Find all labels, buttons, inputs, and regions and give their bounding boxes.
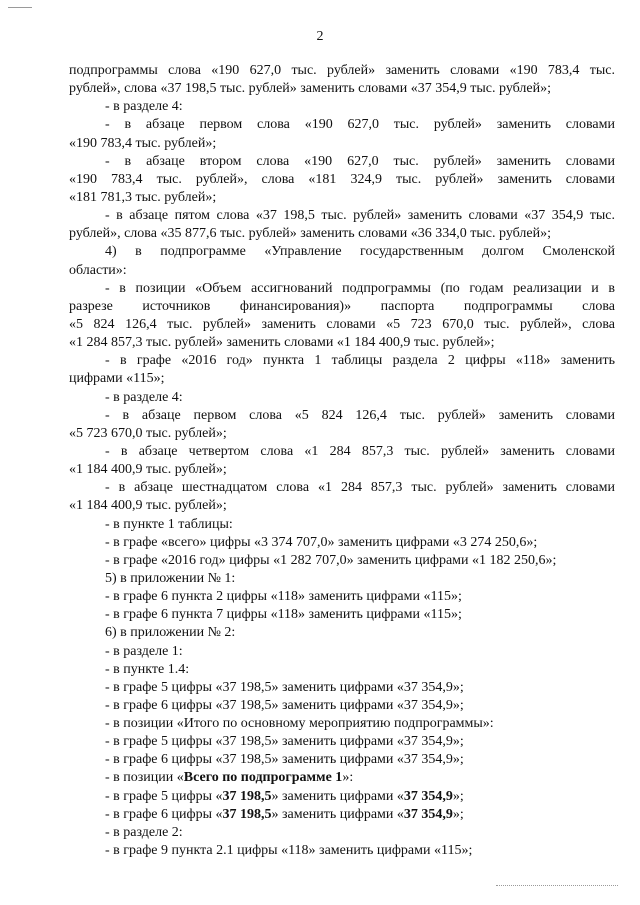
bold-text: 37 354,9: [403, 788, 453, 804]
text-segment: »:: [342, 770, 354, 786]
text-line: - в пункте 1.4:: [105, 661, 190, 677]
text-line: 4) в подпрограмме «Управление государственным долгом Смоленской: [105, 244, 615, 260]
text-line: - в абзаце первом слова «5 824 126,4 тыс. рублей» заменить словами: [105, 407, 615, 423]
bold-text: 37 198,5: [222, 806, 272, 822]
page-number: 2: [316, 29, 324, 44]
text-line: - в разделе 4:: [105, 389, 183, 405]
text-line: - в графе 6 пункта 2 цифры «118» заменить цифрами «115»;: [105, 589, 462, 605]
text-line: «190 783,4 тыс. рублей»;: [69, 135, 217, 151]
bold-text: Всего по подпрограмме 1: [183, 770, 343, 786]
text-line: подпрограммы слова «190 627,0 тыс. рублей» заменить словами «190 783,4 тыс.: [69, 63, 615, 78]
text-line: рублей», слова «37 198,5 тыс. рублей» заменить словами «37 354,9 тыс. рублей»;: [69, 81, 551, 97]
text-line: - в позиции «Объем ассигнований подпрограммы (по годам реализации и в: [105, 280, 615, 296]
text-line: - в абзаце втором слова «190 627,0 тыс. рублей» заменить словами: [105, 153, 615, 169]
text-line: - в позиции «Итого по основному мероприятию подпрограммы»:: [105, 716, 494, 732]
text-line: 6) в приложении № 2:: [105, 625, 236, 641]
text-line: - в разделе 2:: [105, 824, 183, 840]
bold-text: 37 198,5: [222, 788, 272, 804]
text-line: «181 781,3 тыс. рублей»;: [69, 189, 217, 205]
text-line: [69, 788, 615, 806]
text-line: - в пункте 1 таблицы:: [105, 516, 233, 532]
text-line: - в абзаце первом слова «190 627,0 тыс. рублей» заменить словами: [105, 117, 615, 133]
text-line: - в графе 6 цифры «37 198,5» заменить цифрами «37 354,9»;: [105, 697, 464, 713]
text-line: - в разделе 4:: [105, 99, 183, 115]
text-line: - в абзаце шестнадцатом слова «1 284 857,3 тыс. рублей» заменить словами: [105, 480, 615, 496]
text-line: 5) в приложении № 1:: [105, 570, 236, 586]
text-segment: » заменить цифрами «: [271, 788, 404, 804]
text-line: - в абзаце четвертом слова «1 284 857,3 тыс. рублей» заменить словами: [105, 443, 615, 459]
text-line: «1 184 400,9 тыс. рублей»;: [69, 462, 227, 478]
text-segment: »;: [452, 806, 464, 822]
text-segment: »;: [452, 788, 464, 804]
text-line: - в графе 6 пункта 7 цифры «118» заменить цифрами «115»;: [105, 607, 462, 623]
scan-bottom-mark: [496, 885, 618, 887]
text-line: разрезе источников финансирования)» паспорта подпрограммы слова: [69, 298, 615, 314]
text-line: «190 783,4 тыс. рублей», слова «181 324,9 тыс. рублей» заменить словами: [69, 171, 615, 187]
text-line: - в графе «2016 год» пункта 1 таблицы раздела 2 цифры «118» заменить: [105, 353, 615, 369]
text-segment: - в позиции «: [105, 770, 184, 786]
text-segment: - в графе 6 цифры «: [105, 806, 223, 822]
text-segment: » заменить цифрами «: [271, 806, 404, 822]
text-line: - в графе «всего» цифры «3 374 707,0» заменить цифрами «3 274 250,6»;: [105, 534, 538, 550]
scan-corner-mark: [8, 7, 32, 8]
text-line: [69, 806, 615, 824]
text-line: [69, 769, 615, 787]
text-line: - в разделе 1:: [105, 643, 183, 659]
text-line: - в графе 5 цифры «37 198,5» заменить цифрами «37 354,9»;: [105, 679, 464, 695]
text-line: «5 824 126,4 тыс. рублей» заменить словами «5 723 670,0 тыс. рублей», слова: [69, 316, 615, 332]
text-line: «1 284 857,3 тыс. рублей» заменить словами «1 184 400,9 тыс. рублей»;: [69, 335, 495, 351]
text-line: рублей», слова «35 877,6 тыс. рублей» заменить словами «36 334,0 тыс. рублей»;: [69, 226, 551, 242]
document-body: [69, 62, 615, 860]
text-line: - в графе 9 пункта 2.1 цифры «118» заменить цифрами «115»;: [105, 843, 473, 859]
text-line: области»:: [69, 262, 127, 278]
text-line: цифрами «115»;: [69, 371, 165, 387]
text-line: - в графе 6 цифры «37 198,5» заменить цифрами «37 354,9»;: [105, 752, 464, 768]
bold-text: 37 354,9: [403, 806, 453, 822]
text-line: «1 184 400,9 тыс. рублей»;: [69, 498, 227, 514]
text-line: - в абзаце пятом слова «37 198,5 тыс. рублей» заменить словами «37 354,9 тыс.: [105, 208, 615, 224]
text-segment: - в графе 5 цифры «: [105, 788, 223, 804]
text-line: «5 723 670,0 тыс. рублей»;: [69, 425, 227, 441]
text-line: - в графе «2016 год» цифры «1 282 707,0» заменить цифрами «1 182 250,6»;: [105, 552, 557, 568]
text-line: - в графе 5 цифры «37 198,5» заменить цифрами «37 354,9»;: [105, 734, 464, 750]
